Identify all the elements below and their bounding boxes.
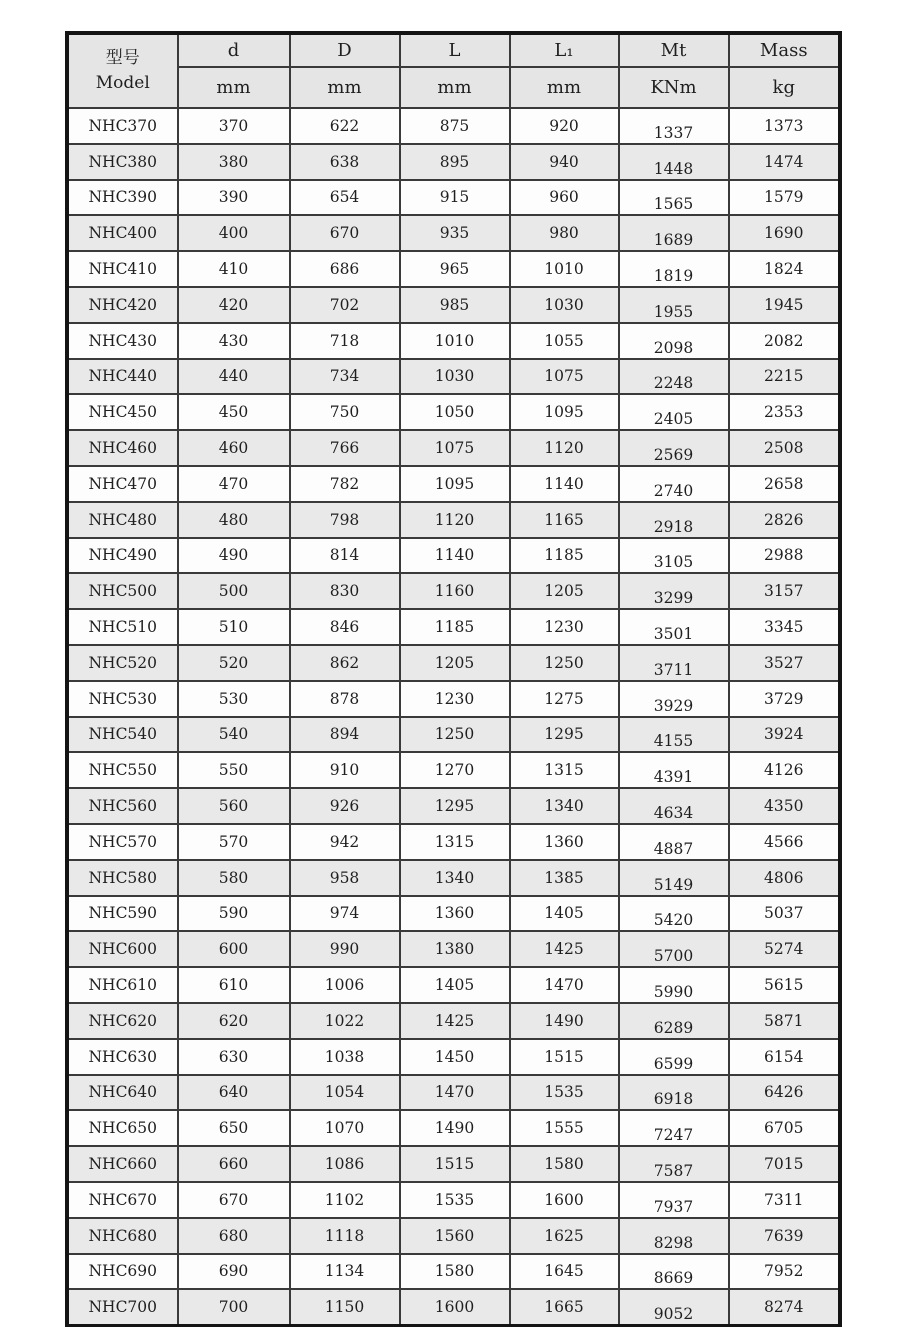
header-col-D: D <box>290 34 400 68</box>
cell-d: 410 <box>178 251 290 287</box>
cell-Mass: 8274 <box>729 1289 840 1325</box>
cell-L1: 1665 <box>510 1289 619 1325</box>
cell-L1: 1340 <box>510 788 619 824</box>
cell-L1: 940 <box>510 144 619 180</box>
cell-D: 766 <box>290 430 400 466</box>
cell-L: 1230 <box>400 681 510 717</box>
cell-Mass: 4350 <box>729 788 840 824</box>
cell-L1: 1275 <box>510 681 619 717</box>
cell-L: 1600 <box>400 1289 510 1325</box>
cell-L: 875 <box>400 108 510 144</box>
cell-L1: 1205 <box>510 573 619 609</box>
cell-D: 750 <box>290 394 400 430</box>
cell-Mt: 1448 <box>619 144 729 180</box>
cell-Mass: 7311 <box>729 1182 840 1218</box>
cell-Mass: 2082 <box>729 323 840 359</box>
header-row-labels <box>68 34 840 68</box>
cell-d: 630 <box>178 1039 290 1075</box>
cell-L1: 1140 <box>510 466 619 502</box>
cell-D: 686 <box>290 251 400 287</box>
cell-Mt: 5700 <box>619 931 729 967</box>
cell-Mass: 1474 <box>729 144 840 180</box>
table-row <box>68 287 840 323</box>
cell-Mt: 3711 <box>619 645 729 681</box>
cell-model: NHC690 <box>68 1254 178 1290</box>
header-row-units <box>68 67 840 108</box>
cell-model: NHC400 <box>68 215 178 251</box>
cell-L: 1490 <box>400 1110 510 1146</box>
cell-d: 460 <box>178 430 290 466</box>
cell-D: 1022 <box>290 1003 400 1039</box>
cell-Mass: 3924 <box>729 717 840 753</box>
header-col-L: L <box>400 34 510 68</box>
header-unit-d: mm <box>178 67 290 108</box>
header-unit-L1: mm <box>510 67 619 108</box>
cell-d: 610 <box>178 967 290 1003</box>
table-row <box>68 645 840 681</box>
cell-d: 490 <box>178 538 290 574</box>
table-body <box>68 108 840 1326</box>
cell-d: 390 <box>178 180 290 216</box>
cell-d: 560 <box>178 788 290 824</box>
cell-L: 1360 <box>400 896 510 932</box>
cell-Mass: 7015 <box>729 1146 840 1182</box>
cell-d: 540 <box>178 717 290 753</box>
cell-model: NHC520 <box>68 645 178 681</box>
cell-L: 1205 <box>400 645 510 681</box>
cell-model: NHC700 <box>68 1289 178 1325</box>
cell-model: NHC420 <box>68 287 178 323</box>
cell-Mt: 3929 <box>619 681 729 717</box>
cell-L: 1270 <box>400 752 510 788</box>
table-row <box>68 896 840 932</box>
cell-Mass: 1690 <box>729 215 840 251</box>
cell-model: NHC530 <box>68 681 178 717</box>
cell-Mt: 6289 <box>619 1003 729 1039</box>
cell-d: 380 <box>178 144 290 180</box>
cell-L: 1340 <box>400 860 510 896</box>
table-row <box>68 430 840 466</box>
cell-D: 1102 <box>290 1182 400 1218</box>
cell-d: 430 <box>178 323 290 359</box>
cell-L1: 1120 <box>510 430 619 466</box>
cell-L: 935 <box>400 215 510 251</box>
cell-L1: 1230 <box>510 609 619 645</box>
header-model-en: Model <box>95 73 150 93</box>
cell-Mass: 2658 <box>729 466 840 502</box>
cell-model: NHC460 <box>68 430 178 466</box>
cell-model: NHC540 <box>68 717 178 753</box>
cell-L: 1295 <box>400 788 510 824</box>
cell-L1: 1185 <box>510 538 619 574</box>
cell-L: 1160 <box>400 573 510 609</box>
cell-Mass: 2215 <box>729 359 840 395</box>
cell-d: 670 <box>178 1182 290 1218</box>
cell-L1: 920 <box>510 108 619 144</box>
cell-d: 660 <box>178 1146 290 1182</box>
table-row <box>68 180 840 216</box>
cell-d: 470 <box>178 466 290 502</box>
table-row <box>68 1218 840 1254</box>
cell-model: NHC670 <box>68 1182 178 1218</box>
cell-D: 958 <box>290 860 400 896</box>
cell-D: 670 <box>290 215 400 251</box>
cell-L1: 960 <box>510 180 619 216</box>
table-row <box>68 1146 840 1182</box>
cell-Mass: 2353 <box>729 394 840 430</box>
header-col-Mt: Mt <box>619 34 729 68</box>
cell-d: 700 <box>178 1289 290 1325</box>
table-row <box>68 215 840 251</box>
cell-L: 1140 <box>400 538 510 574</box>
cell-Mass: 3345 <box>729 609 840 645</box>
table-row <box>68 251 840 287</box>
cell-Mass: 4126 <box>729 752 840 788</box>
cell-Mass: 3527 <box>729 645 840 681</box>
cell-L1: 1600 <box>510 1182 619 1218</box>
cell-d: 400 <box>178 215 290 251</box>
cell-Mass: 6426 <box>729 1075 840 1111</box>
header-unit-L: mm <box>400 67 510 108</box>
cell-L1: 1385 <box>510 860 619 896</box>
cell-model: NHC370 <box>68 108 178 144</box>
cell-L1: 1555 <box>510 1110 619 1146</box>
cell-d: 640 <box>178 1075 290 1111</box>
cell-model: NHC390 <box>68 180 178 216</box>
cell-model: NHC500 <box>68 573 178 609</box>
cell-Mt: 1565 <box>619 180 729 216</box>
cell-Mass: 1945 <box>729 287 840 323</box>
cell-L1: 1535 <box>510 1075 619 1111</box>
cell-Mass: 7952 <box>729 1254 840 1290</box>
cell-L1: 1470 <box>510 967 619 1003</box>
cell-L: 1250 <box>400 717 510 753</box>
cell-L: 965 <box>400 251 510 287</box>
cell-L: 1185 <box>400 609 510 645</box>
cell-L: 1425 <box>400 1003 510 1039</box>
cell-Mass: 1579 <box>729 180 840 216</box>
cell-Mt: 4391 <box>619 752 729 788</box>
cell-Mt: 4155 <box>619 717 729 753</box>
cell-model: NHC510 <box>68 609 178 645</box>
cell-d: 590 <box>178 896 290 932</box>
table-row <box>68 931 840 967</box>
cell-d: 450 <box>178 394 290 430</box>
cell-model: NHC680 <box>68 1218 178 1254</box>
header-model <box>68 34 178 109</box>
header-unit-D: mm <box>290 67 400 108</box>
cell-L: 1095 <box>400 466 510 502</box>
cell-d: 480 <box>178 502 290 538</box>
cell-Mt: 9052 <box>619 1289 729 1325</box>
table-row <box>68 824 840 860</box>
table-row <box>68 788 840 824</box>
cell-d: 570 <box>178 824 290 860</box>
cell-d: 550 <box>178 752 290 788</box>
cell-D: 1006 <box>290 967 400 1003</box>
cell-Mt: 2918 <box>619 502 729 538</box>
cell-model: NHC580 <box>68 860 178 896</box>
cell-D: 846 <box>290 609 400 645</box>
cell-Mt: 6918 <box>619 1075 729 1111</box>
cell-Mt: 2405 <box>619 394 729 430</box>
cell-L: 1050 <box>400 394 510 430</box>
cell-L: 1560 <box>400 1218 510 1254</box>
cell-d: 440 <box>178 359 290 395</box>
cell-Mt: 7937 <box>619 1182 729 1218</box>
cell-Mass: 1824 <box>729 251 840 287</box>
cell-Mass: 6154 <box>729 1039 840 1075</box>
cell-Mass: 7639 <box>729 1218 840 1254</box>
cell-D: 1054 <box>290 1075 400 1111</box>
cell-model: NHC410 <box>68 251 178 287</box>
cell-Mass: 6705 <box>729 1110 840 1146</box>
cell-Mt: 5990 <box>619 967 729 1003</box>
header-unit-Mass: kg <box>729 67 840 108</box>
cell-Mt: 8298 <box>619 1218 729 1254</box>
cell-L1: 1250 <box>510 645 619 681</box>
table-row <box>68 466 840 502</box>
cell-Mt: 7247 <box>619 1110 729 1146</box>
table-row <box>68 323 840 359</box>
table-row <box>68 717 840 753</box>
cell-D: 942 <box>290 824 400 860</box>
table-row <box>68 860 840 896</box>
table-row <box>68 394 840 430</box>
cell-D: 1118 <box>290 1218 400 1254</box>
table-row <box>68 609 840 645</box>
cell-D: 910 <box>290 752 400 788</box>
cell-model: NHC470 <box>68 466 178 502</box>
cell-L1: 1075 <box>510 359 619 395</box>
cell-Mt: 4634 <box>619 788 729 824</box>
table-header <box>68 34 840 109</box>
cell-d: 510 <box>178 609 290 645</box>
table-row <box>68 1110 840 1146</box>
cell-Mt: 2098 <box>619 323 729 359</box>
cell-model: NHC630 <box>68 1039 178 1075</box>
cell-L: 1580 <box>400 1254 510 1290</box>
cell-L1: 1295 <box>510 717 619 753</box>
cell-d: 420 <box>178 287 290 323</box>
table-row <box>68 502 840 538</box>
cell-D: 798 <box>290 502 400 538</box>
cell-D: 1070 <box>290 1110 400 1146</box>
cell-Mt: 2248 <box>619 359 729 395</box>
table-row <box>68 1182 840 1218</box>
cell-D: 782 <box>290 466 400 502</box>
cell-D: 974 <box>290 896 400 932</box>
cell-Mt: 1955 <box>619 287 729 323</box>
cell-L1: 1095 <box>510 394 619 430</box>
cell-model: NHC610 <box>68 967 178 1003</box>
cell-Mass: 5037 <box>729 896 840 932</box>
cell-D: 1150 <box>290 1289 400 1325</box>
cell-Mt: 3105 <box>619 538 729 574</box>
cell-D: 638 <box>290 144 400 180</box>
cell-L: 1315 <box>400 824 510 860</box>
cell-Mass: 4566 <box>729 824 840 860</box>
table-row <box>68 967 840 1003</box>
cell-model: NHC620 <box>68 1003 178 1039</box>
cell-L1: 1405 <box>510 896 619 932</box>
cell-Mass: 5274 <box>729 931 840 967</box>
cell-model: NHC560 <box>68 788 178 824</box>
cell-D: 1086 <box>290 1146 400 1182</box>
cell-Mt: 1689 <box>619 215 729 251</box>
cell-Mt: 4887 <box>619 824 729 860</box>
cell-model: NHC650 <box>68 1110 178 1146</box>
cell-Mt: 1819 <box>619 251 729 287</box>
cell-d: 520 <box>178 645 290 681</box>
cell-Mt: 3299 <box>619 573 729 609</box>
cell-D: 830 <box>290 573 400 609</box>
cell-Mass: 3729 <box>729 681 840 717</box>
cell-d: 680 <box>178 1218 290 1254</box>
cell-L: 1515 <box>400 1146 510 1182</box>
table-row <box>68 1039 840 1075</box>
cell-Mass: 2826 <box>729 502 840 538</box>
cell-Mass: 3157 <box>729 573 840 609</box>
cell-L1: 1010 <box>510 251 619 287</box>
cell-Mt: 5149 <box>619 860 729 896</box>
cell-L: 1120 <box>400 502 510 538</box>
cell-Mass: 1373 <box>729 108 840 144</box>
cell-L: 1535 <box>400 1182 510 1218</box>
cell-Mass: 2988 <box>729 538 840 574</box>
cell-model: NHC380 <box>68 144 178 180</box>
cell-L1: 1165 <box>510 502 619 538</box>
cell-model: NHC490 <box>68 538 178 574</box>
cell-model: NHC600 <box>68 931 178 967</box>
cell-L: 915 <box>400 180 510 216</box>
table-row <box>68 1289 840 1325</box>
cell-D: 862 <box>290 645 400 681</box>
cell-L1: 1360 <box>510 824 619 860</box>
cell-L1: 1515 <box>510 1039 619 1075</box>
cell-D: 718 <box>290 323 400 359</box>
cell-model: NHC660 <box>68 1146 178 1182</box>
cell-D: 814 <box>290 538 400 574</box>
header-col-Mass: Mass <box>729 34 840 68</box>
cell-d: 580 <box>178 860 290 896</box>
header-unit-Mt: KNm <box>619 67 729 108</box>
cell-L1: 1645 <box>510 1254 619 1290</box>
cell-Mass: 5615 <box>729 967 840 1003</box>
cell-d: 530 <box>178 681 290 717</box>
cell-d: 500 <box>178 573 290 609</box>
table-row <box>68 681 840 717</box>
cell-L1: 1580 <box>510 1146 619 1182</box>
cell-model: NHC430 <box>68 323 178 359</box>
table-row <box>68 1254 840 1290</box>
cell-model: NHC640 <box>68 1075 178 1111</box>
cell-Mt: 2569 <box>619 430 729 466</box>
cell-D: 702 <box>290 287 400 323</box>
cell-d: 370 <box>178 108 290 144</box>
cell-model: NHC480 <box>68 502 178 538</box>
header-col-d: d <box>178 34 290 68</box>
cell-L1: 1315 <box>510 752 619 788</box>
cell-model: NHC590 <box>68 896 178 932</box>
spec-table <box>66 32 841 1327</box>
cell-L: 1405 <box>400 967 510 1003</box>
cell-D: 878 <box>290 681 400 717</box>
table-row <box>68 752 840 788</box>
cell-Mt: 2740 <box>619 466 729 502</box>
cell-L1: 1425 <box>510 931 619 967</box>
cell-L: 1380 <box>400 931 510 967</box>
cell-d: 620 <box>178 1003 290 1039</box>
cell-model: NHC570 <box>68 824 178 860</box>
cell-d: 600 <box>178 931 290 967</box>
cell-L1: 1030 <box>510 287 619 323</box>
cell-Mt: 6599 <box>619 1039 729 1075</box>
cell-Mass: 2508 <box>729 430 840 466</box>
table-row <box>68 538 840 574</box>
cell-L1: 1055 <box>510 323 619 359</box>
cell-Mass: 4806 <box>729 860 840 896</box>
cell-L: 985 <box>400 287 510 323</box>
cell-D: 1038 <box>290 1039 400 1075</box>
table-row <box>68 1075 840 1111</box>
cell-Mass: 5871 <box>729 1003 840 1039</box>
cell-model: NHC450 <box>68 394 178 430</box>
cell-L: 1470 <box>400 1075 510 1111</box>
cell-D: 926 <box>290 788 400 824</box>
cell-d: 650 <box>178 1110 290 1146</box>
header-model-zh: 型号 <box>105 48 140 69</box>
cell-D: 990 <box>290 931 400 967</box>
cell-D: 1134 <box>290 1254 400 1290</box>
cell-L: 895 <box>400 144 510 180</box>
cell-L1: 1625 <box>510 1218 619 1254</box>
cell-Mt: 8669 <box>619 1254 729 1290</box>
cell-L1: 1490 <box>510 1003 619 1039</box>
table-row <box>68 1003 840 1039</box>
cell-model: NHC440 <box>68 359 178 395</box>
cell-model: NHC550 <box>68 752 178 788</box>
table-row <box>68 108 840 144</box>
cell-L: 1450 <box>400 1039 510 1075</box>
cell-d: 690 <box>178 1254 290 1290</box>
cell-L: 1030 <box>400 359 510 395</box>
table-row <box>68 359 840 395</box>
cell-D: 654 <box>290 180 400 216</box>
cell-D: 622 <box>290 108 400 144</box>
cell-Mt: 5420 <box>619 896 729 932</box>
cell-L: 1075 <box>400 430 510 466</box>
table-row <box>68 573 840 609</box>
table-row <box>68 144 840 180</box>
cell-L: 1010 <box>400 323 510 359</box>
cell-L1: 980 <box>510 215 619 251</box>
cell-D: 734 <box>290 359 400 395</box>
header-col-L1: L₁ <box>510 34 619 68</box>
cell-D: 894 <box>290 717 400 753</box>
cell-Mt: 1337 <box>619 108 729 144</box>
cell-Mt: 3501 <box>619 609 729 645</box>
cell-Mt: 7587 <box>619 1146 729 1182</box>
